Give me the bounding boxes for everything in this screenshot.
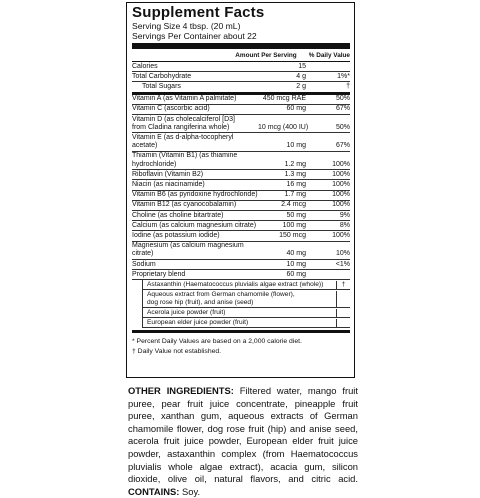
nutrient-row <box>132 191 350 201</box>
nutrient-amount: 16 mg <box>286 180 306 188</box>
nutrient-row <box>132 115 350 133</box>
nutrient-dv: 50% <box>335 95 350 103</box>
nutrient-row <box>132 260 350 270</box>
nutrient-dv: 100% <box>332 191 350 199</box>
nutrient-name: Sodium <box>132 260 156 268</box>
nutrient-dv: 67% <box>335 105 350 113</box>
nutrient-name: Vitamin A (as Vitamin A palmitate) <box>132 95 237 103</box>
amount-per-serving-header: Amount Per Serving <box>235 52 297 59</box>
nutrient-amount: 60 mg <box>286 105 306 113</box>
serving-size: Serving Size 4 tbsp. (20 mL) <box>132 21 241 31</box>
nutrient-row <box>132 82 350 94</box>
nutrient-name: Calories <box>132 62 158 70</box>
nutrient-amount: 10 mcg (400 IU) <box>258 123 309 131</box>
nutrient-name: Total Sugars <box>142 82 181 90</box>
nutrient-row <box>132 62 350 72</box>
divider-thick <box>132 43 350 49</box>
column-header <box>132 50 350 62</box>
nutrient-name: Total Carbohydrate <box>132 72 192 80</box>
nutrient-amount: 1.7 mg <box>284 191 306 199</box>
nutrient-amount: 150 mcg <box>279 231 306 239</box>
nutrient-row <box>132 105 350 115</box>
blend-item-name: European elder juice powder (fruit) <box>147 318 249 326</box>
nutrient-name: Vitamin C (ascorbic acid) <box>132 105 210 113</box>
nutrient-amount: 15 <box>298 62 306 70</box>
nutrient-name: Choline (as choline bitartrate) <box>132 211 224 219</box>
nutrient-dv: 67% <box>335 142 350 150</box>
other-ingredients-label: OTHER INGREDIENTS: <box>128 385 234 396</box>
nutrient-row <box>132 221 350 231</box>
blend-item-dv <box>336 309 350 317</box>
nutrient-name: Calcium (as calcium magnesium citrate) <box>132 221 257 229</box>
nutrient-row <box>132 180 350 190</box>
nutrient-dv: 100% <box>332 201 350 209</box>
other-ingredients-text: Filtered water, mango fruit puree, pear fruit juice concentrate, pineapple fruit puree, xanthan gum, aqueous extracts of German chamomile flower, dog rose fruit (hip) and anise seed, acerola fruit juice powder, European elder fruit juice powder, astaxanthin complex (from Haematococcus pluvialis whole algae extract), acacia gum, silicon dioxide, olive oil, natural flavors, and citric acid. <box>128 385 358 485</box>
daily-value-header: % Daily Value <box>308 52 350 59</box>
nutrient-amount: 2 g <box>296 82 306 90</box>
servings-per-container: Servings Per Container about 22 <box>132 31 257 41</box>
nutrient-amount: 1.3 mg <box>284 170 306 178</box>
nutrient-dv: † <box>346 82 350 90</box>
blend-item <box>142 290 350 308</box>
nutrient-row <box>132 152 350 170</box>
nutrient-dv: 9% <box>339 211 350 219</box>
divider-thick <box>132 330 350 333</box>
contains-text: Soy. <box>179 485 201 497</box>
nutrient-amount: 4 g <box>296 72 306 80</box>
nutrient-dv: 10% <box>335 250 350 258</box>
nutrient-dv: 100% <box>332 231 350 239</box>
nutrient-amount: 40 mg <box>286 250 306 258</box>
footnote-not-established: † Daily Value not established. <box>132 348 222 356</box>
blend-item-dv: † <box>336 281 350 289</box>
nutrient-row <box>132 133 350 151</box>
other-ingredients <box>128 385 358 498</box>
nutrient-dv: <1% <box>335 260 350 268</box>
nutrient-dv: 100% <box>332 180 350 188</box>
blend-row <box>132 270 350 280</box>
blend-item-dv <box>336 291 350 307</box>
blend-item <box>142 308 350 318</box>
nutrient-row <box>132 211 350 221</box>
nutrient-name: Vitamin E (as d-alpha-tocopheryl acetate) <box>132 133 234 150</box>
nutrient-row <box>132 72 350 82</box>
nutrient-row <box>132 95 350 105</box>
blend-item <box>142 280 350 290</box>
nutrient-row <box>132 201 350 211</box>
nutrient-dv: 8% <box>339 221 350 229</box>
nutrient-amount: 100 mg <box>282 221 306 229</box>
nutrient-dv: 50% <box>335 123 350 131</box>
nutrient-amount: 10 mg <box>286 142 306 150</box>
nutrient-amount: 2.4 mcg <box>281 201 306 209</box>
nutrient-name: Niacin (as niacinamide) <box>132 180 205 188</box>
nutrient-rows <box>132 62 350 270</box>
nutrient-row <box>132 170 350 180</box>
footnote-dv: * Percent Daily Values are based on a 2,000 calorie diet. <box>132 338 302 346</box>
nutrient-amount: 60 mg <box>286 270 306 278</box>
nutrient-amount: 50 mg <box>286 211 306 219</box>
nutrient-name: Thiamin (Vitamin B1) (as thiamine hydrochloride) <box>132 152 238 168</box>
nutrient-name: Magnesium (as calcium magnesium citrate) <box>132 242 244 258</box>
blend-items <box>132 280 350 328</box>
nutrient-name: Vitamin B12 (as cyanocobalamin) <box>132 201 237 209</box>
blend-item-name: Aqueous extract from German chamomile (flower), dog rose hip (fruit), and anise (seed) <box>147 290 295 306</box>
nutrient-dv: 1%* <box>337 72 350 80</box>
nutrient-name: Vitamin B6 (as pyridoxine hydrochloride) <box>132 191 258 199</box>
supplement-facts-panel <box>126 2 355 378</box>
nutrient-dv: 100% <box>332 160 350 168</box>
nutrient-amount: 10 mg <box>286 260 306 268</box>
nutrient-amount: 1.2 mg <box>284 160 306 168</box>
nutrient-row <box>132 231 350 241</box>
blend-item-name: Acerola juice powder (fruit) <box>147 308 226 316</box>
contains-label: CONTAINS: <box>128 485 180 497</box>
nutrient-name: Proprietary blend <box>132 270 186 278</box>
nutrient-row <box>132 242 350 260</box>
nutrient-name: Vitamin D (as cholecalciferol [D3] from Cladina rangiferina whole) <box>132 115 235 131</box>
nutrient-dv: 100% <box>332 170 350 178</box>
nutrient-amount: 450 mcg RAE <box>262 95 306 103</box>
nutrient-name: Riboflavin (Vitamin B2) <box>132 170 204 178</box>
panel-title: Supplement Facts <box>132 4 265 21</box>
blend-item-name: Astaxanthin (Haematococcus pluvialis algae extract (whole)) <box>147 280 324 288</box>
nutrient-name: Iodine (as potassium iodide) <box>132 231 220 239</box>
blend-item-dv <box>336 319 350 327</box>
blend-item <box>142 318 350 328</box>
